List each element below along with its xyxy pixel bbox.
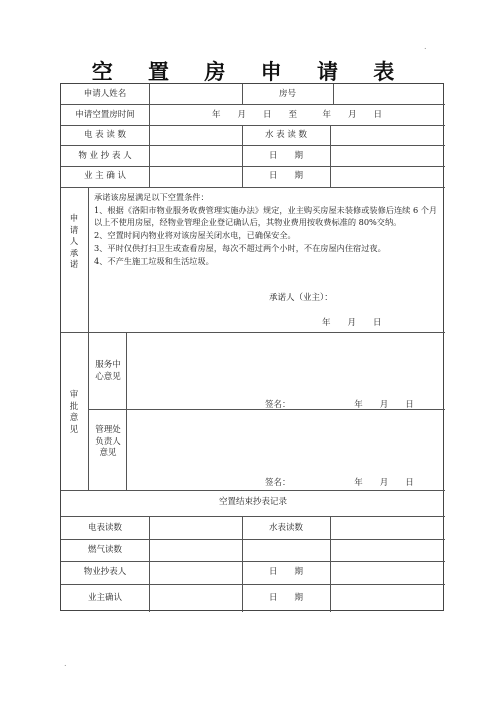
review-side-label: 审批意见	[69, 390, 79, 435]
end-electric-meter-label: 电表读数	[87, 523, 122, 533]
application-form	[60, 83, 444, 611]
manager-label: 管理处负责人意见	[95, 425, 121, 458]
commitment-signer-label: 承诺人（业主）：	[269, 293, 333, 303]
end-date-label: 日 期	[268, 593, 303, 603]
end-owner-confirm-label: 业主确认	[87, 593, 122, 603]
vacancy-period-label: 申请空置房时间	[75, 110, 135, 120]
commitment-intro: 承诺该房屋满足以下空置条件：	[94, 192, 209, 202]
end-meter-reader-label: 物业抄表人	[83, 567, 127, 577]
applicant-name-label: 申请人姓名	[83, 89, 127, 99]
commitment-date: 年 月 日	[322, 318, 382, 328]
commitment-item-1: 1、根据《洛阳市物业服务收费管理实施办法》规定，业主购买房屋未装修或装修后连续 6 个月以上不使用房屋，经物业管理企业登记确认后，其物业费用按收费标准的 80%交纳。	[94, 204, 438, 228]
end-date-label: 日 期	[268, 567, 303, 577]
corner-dot: .	[424, 42, 427, 51]
commitment-item-4: 4、不产生施工垃圾和生活垃圾。	[94, 255, 214, 266]
date-label: 日 期	[268, 171, 303, 181]
page-title: 空 置 房 申 请 表	[91, 59, 409, 84]
commitment-text	[94, 191, 440, 267]
service-center-signature: 签名： 年 月 日	[265, 400, 414, 410]
room-number-label: 房号	[278, 89, 296, 99]
electric-meter-label: 电 表 读 数	[83, 130, 127, 140]
commitment-item-2: 2、空置时间内物业将对该房屋关闭水电，已确保安全。	[94, 230, 296, 241]
water-meter-label: 水 表 读 数	[264, 130, 308, 140]
service-center-label: 服务中心意见	[95, 360, 121, 382]
corner-dot: .	[64, 659, 67, 668]
owner-confirm-label: 业 主 确 认	[83, 171, 127, 181]
end-gas-meter-label: 燃气读数	[87, 545, 122, 555]
vacancy-period-value: 年 月 日 至 年 月 日	[211, 110, 382, 120]
manager-signature: 签名： 年 月 日	[265, 478, 414, 488]
commitment-item-3: 3、平时仅供打扫卫生或查看房屋，每次不超过两个小时，不在房屋内住宿过夜。	[94, 242, 386, 253]
date-label: 日 期	[268, 151, 303, 161]
end-water-meter-label: 水表读数	[268, 523, 303, 533]
commitment-side-label: 申请人承诺	[69, 214, 79, 270]
end-record-heading: 空置结束抄表记录	[218, 497, 287, 507]
meter-reader-label: 物 业 抄 表 人	[78, 151, 132, 161]
